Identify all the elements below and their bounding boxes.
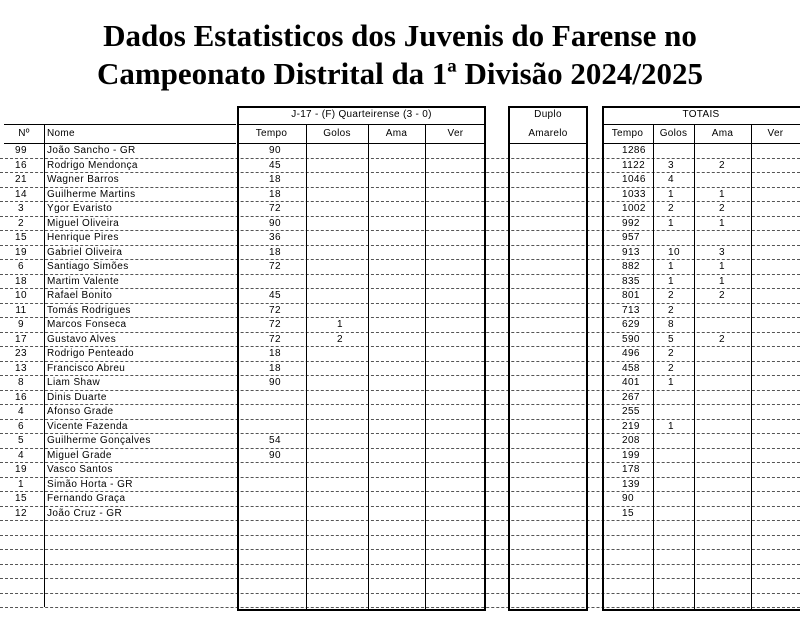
totais-ama-value: 1: [719, 217, 725, 229]
match-tempo-value: 18: [269, 362, 281, 374]
totais-tempo-value: 713: [622, 304, 640, 316]
match-tempo-value: 72: [269, 333, 281, 345]
totais-tempo-value: 90: [622, 493, 634, 504]
player-number: 21: [15, 174, 27, 185]
player-number: 99: [15, 145, 27, 156]
totais-golos-value: 2: [668, 304, 674, 316]
totais-tempo-header: Tempo: [611, 128, 644, 139]
match-tempo-value: 72: [269, 203, 281, 214]
totais-tempo-value: 801: [622, 290, 640, 301]
totais-golos-value: 3: [668, 159, 674, 171]
totais-ver-header: Ver: [767, 128, 784, 139]
totais-ama-value: 1: [719, 188, 725, 200]
match-tempo-value: 18: [269, 348, 281, 359]
totais-golos-value: 2: [668, 348, 674, 359]
player-number: 19: [15, 464, 27, 475]
totais-tempo-value: 629: [622, 319, 640, 330]
player-name: Afonso Grade: [47, 406, 114, 417]
match-title: J-17 - (F) Quarteirense (3 - 0): [291, 109, 432, 120]
match-golos-value: 1: [337, 319, 343, 330]
player-name: Miguel Grade: [47, 449, 112, 461]
player-number: 8: [18, 377, 24, 388]
totais-tempo-value: 255: [622, 406, 640, 417]
player-name: Wagner Barros: [47, 174, 120, 185]
player-number: 15: [15, 232, 27, 243]
totais-tempo-value: 1122: [622, 159, 646, 171]
match-tempo-value: 45: [269, 159, 281, 171]
player-number: 16: [15, 159, 27, 171]
match-golos-value: 2: [337, 333, 343, 345]
totais-tempo-value: 1286: [622, 145, 646, 156]
player-name: Rodrigo Penteado: [47, 348, 135, 359]
totais-ama-header: Ama: [711, 128, 734, 139]
match-tempo-value: 72: [269, 319, 281, 330]
player-number: 18: [15, 275, 27, 287]
totais-tempo-value: 178: [622, 464, 640, 475]
totais-ama-value: 2: [719, 333, 725, 345]
totais-ama-value: 2: [719, 203, 725, 214]
match-tempo-value: 72: [269, 304, 281, 316]
totais-tempo-value: 835: [622, 275, 640, 287]
totais-tempo-value: 1033: [622, 188, 646, 200]
player-name: Miguel Oliveira: [47, 217, 120, 229]
player-name: Fernando Graça: [47, 493, 126, 504]
page-title-line-1: Dados Estatisticos dos Juvenis do Farense no: [103, 18, 697, 53]
duplo-amarelo-panel: [508, 106, 588, 611]
totais-tempo-value: 957: [622, 232, 640, 243]
totais-golos-value: 1: [668, 420, 674, 432]
player-name: Martim Valente: [47, 275, 120, 287]
match-tempo-value: 45: [269, 290, 281, 301]
player-name: Francisco Abreu: [47, 362, 126, 374]
totais-golos-value: 8: [668, 319, 674, 330]
totais-tempo-value: 458: [622, 362, 640, 374]
player-number: 16: [15, 391, 27, 403]
player-number: 2: [18, 217, 24, 229]
totais-golos-value: 5: [668, 333, 674, 345]
totais-ama-value: 2: [719, 290, 725, 301]
totais-golos-value: 1: [668, 188, 674, 200]
totais-tempo-value: 15: [622, 507, 634, 519]
match-tempo-value: 90: [269, 377, 281, 388]
match-column-divider: [306, 124, 307, 609]
totais-golos-value: 10: [668, 246, 680, 258]
totais-golos-value: 4: [668, 174, 674, 185]
match-tempo-value: 54: [269, 435, 281, 446]
totais-golos-value: 2: [668, 362, 674, 374]
player-number: 19: [15, 246, 27, 258]
player-name: Marcos Fonseca: [47, 319, 127, 330]
totais-tempo-value: 1046: [622, 174, 646, 185]
match-column-divider: [425, 124, 426, 609]
player-number: 11: [15, 304, 27, 316]
player-name: Rafael Bonito: [47, 290, 113, 301]
totais-tempo-value: 1002: [622, 203, 646, 214]
player-name: Guilherme Martins: [47, 188, 136, 200]
match-tempo-header: Tempo: [255, 128, 288, 139]
player-name: Henrique Pires: [47, 232, 119, 243]
page-title-line-2: Campeonato Distrital da 1ª Divisão 2024/2025: [96, 56, 704, 91]
totais-tempo-value: 992: [622, 217, 640, 229]
totais-ama-value: 1: [719, 275, 725, 287]
duplo-header-line-1: Duplo: [534, 109, 562, 120]
totais-golos-header: Golos: [659, 128, 688, 139]
totais-tempo-value: 208: [622, 435, 640, 446]
player-number: 4: [18, 406, 24, 417]
totais-tempo-value: 219: [622, 420, 640, 432]
match-title-divider: [237, 124, 486, 125]
totais-ama-value: 1: [719, 261, 725, 272]
match-tempo-value: 90: [269, 217, 281, 229]
match-tempo-value: 18: [269, 188, 281, 200]
player-number: 10: [15, 290, 27, 301]
totais-tempo-value: 590: [622, 333, 640, 345]
player-number: 15: [15, 493, 27, 504]
player-number: 3: [18, 203, 24, 214]
match-column-divider: [368, 124, 369, 609]
totais-tempo-value: 496: [622, 348, 640, 359]
player-name: João Cruz - GR: [47, 507, 123, 519]
duplo-header-divider: [508, 143, 588, 144]
totais-column-divider: [694, 124, 695, 609]
name-column-header: Nome: [47, 128, 75, 139]
player-number: 12: [15, 507, 27, 519]
player-name: Vicente Fazenda: [47, 420, 128, 432]
totais-title-divider: [602, 124, 800, 125]
player-name: Gustavo Alves: [47, 333, 117, 345]
player-number: 1: [18, 478, 24, 490]
player-name: Ygor Evaristo: [47, 203, 113, 214]
match-ver-header: Ver: [447, 128, 464, 139]
totais-golos-value: 2: [668, 203, 674, 214]
match-tempo-value: 90: [269, 145, 281, 156]
match-tempo-value: 72: [269, 261, 281, 272]
player-name: Gabriel Oliveira: [47, 246, 123, 258]
totais-tempo-value: 199: [622, 449, 640, 461]
player-name: Santiago Simões: [47, 261, 129, 272]
player-number: 4: [18, 449, 24, 461]
player-name: Dinis Duarte: [47, 391, 107, 403]
player-name: Liam Shaw: [47, 377, 101, 388]
totais-ama-value: 3: [719, 246, 725, 258]
number-column-header: Nº: [18, 128, 30, 139]
totais-golos-value: 1: [668, 217, 674, 229]
totais-golos-value: 2: [668, 290, 674, 301]
match-tempo-value: 90: [269, 449, 281, 461]
totais-tempo-value: 267: [622, 391, 640, 403]
player-name: Simão Horta - GR: [47, 478, 133, 490]
totais-column-divider: [751, 124, 752, 609]
totais-tempo-value: 401: [622, 377, 640, 388]
match-tempo-value: 18: [269, 174, 281, 185]
player-number: 6: [18, 261, 24, 272]
player-number: 9: [18, 319, 24, 330]
player-name: Vasco Santos: [47, 464, 113, 475]
totais-tempo-value: 882: [622, 261, 640, 272]
player-number: 17: [15, 333, 27, 345]
player-name: Guilherme Gonçalves: [47, 435, 151, 446]
player-name: Rodrigo Mendonça: [47, 159, 138, 171]
player-number: 6: [18, 420, 24, 432]
player-name: Tomás Rodrigues: [47, 304, 131, 316]
player-number: 5: [18, 435, 24, 446]
match-tempo-value: 36: [269, 232, 281, 243]
player-number: 13: [15, 362, 27, 374]
player-number: 23: [15, 348, 27, 359]
totais-golos-value: 1: [668, 261, 674, 272]
totais-column-divider: [653, 124, 654, 609]
players-header-top-border: [4, 124, 236, 125]
match-golos-header: Golos: [323, 128, 351, 139]
totais-ama-value: 2: [719, 159, 725, 171]
match-tempo-value: 18: [269, 246, 281, 258]
totais-golos-value: 1: [668, 275, 674, 287]
duplo-header-line-2: Amarelo: [528, 128, 568, 139]
totais-tempo-value: 913: [622, 246, 640, 258]
totais-title: TOTAIS: [682, 109, 720, 120]
totais-golos-value: 1: [668, 377, 674, 388]
match-ama-header: Ama: [385, 128, 408, 139]
totais-tempo-value: 139: [622, 478, 640, 490]
player-name: João Sancho - GR: [47, 145, 136, 156]
player-number: 14: [15, 188, 27, 200]
